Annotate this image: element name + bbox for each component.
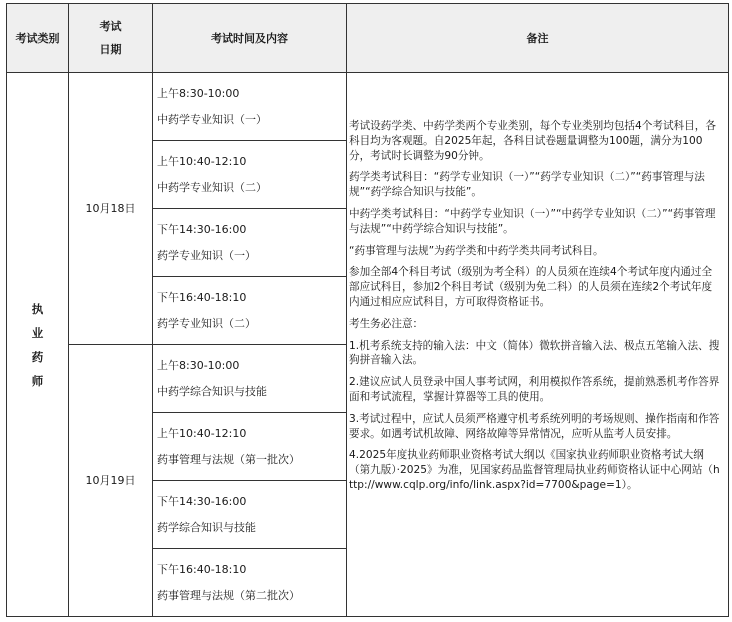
header-date-line1: 考试 xyxy=(99,20,122,33)
category-char: 药 xyxy=(31,349,44,364)
session-time: 下午14:30-16:00 xyxy=(157,223,247,236)
category-char: 师 xyxy=(31,373,44,388)
header-category: 考试类别 xyxy=(7,4,69,73)
session-subject: 药事管理与法规（第一批次） xyxy=(157,453,300,466)
session-cell xyxy=(153,345,347,413)
session-time: 下午16:40-18:10 xyxy=(157,563,247,576)
session-cell xyxy=(153,481,347,549)
header-time-content: 考试时间及内容 xyxy=(153,4,347,73)
date-cell: 10月18日 xyxy=(69,73,153,345)
remark-paragraph: 3.考试过程中，应试人员须严格遵守机考系统列明的考场规则、操作指南和作答要求。如遇考试机故障、网络故障等异常情况，应听从监考人员安排。 xyxy=(349,412,720,440)
session-subject: 药学专业知识（一） xyxy=(157,249,256,262)
session-time: 上午10:40-12:10 xyxy=(157,155,247,168)
session-subject: 中药学综合知识与技能 xyxy=(157,385,267,398)
exam-schedule xyxy=(6,3,728,615)
session-cell xyxy=(153,73,347,141)
date-cell: 10月19日 xyxy=(69,345,153,617)
remark-paragraph: 参加全部4个科目考试（级别为考全科）的人员须在连续4个考试年度内通过全部应试科目，参加2个科目考试（级别为免二科）的人员须在连续2个考试年度内通过相应应试科目，方可取得资格证书。 xyxy=(349,266,713,308)
session-time: 上午10:40-12:10 xyxy=(157,427,247,440)
session-subject: 药学专业知识（二） xyxy=(157,317,256,330)
session-subject: 中药学专业知识（一） xyxy=(157,113,267,126)
category-char: 执 xyxy=(31,301,44,316)
session-cell xyxy=(153,413,347,481)
exam-schedule-table xyxy=(6,3,729,617)
session-subject: 中药学专业知识（二） xyxy=(157,181,267,194)
header-row xyxy=(7,4,729,73)
header-date-line2: 日期 xyxy=(99,43,122,56)
session-time: 上午8:30-10:00 xyxy=(157,87,240,100)
session-cell xyxy=(153,209,347,277)
session-cell xyxy=(153,277,347,345)
remarks-cell xyxy=(347,73,729,617)
category-cell xyxy=(7,73,69,617)
remark-paragraph: 考生务必注意： xyxy=(349,317,424,330)
remark-paragraph: 4.2025年度执业药师职业资格考试大纲以《国家执业药师职业资格考试大纲（第九版）·2025》为准，见国家药品监督管理局执业药师资格认证中心网站（http://www.cqlp.org/info/link.aspx?id=7700&page=1）。 xyxy=(349,449,720,491)
remark-paragraph: 药学类考试科目：“药学专业知识（一）”“药学专业知识（二）”“药事管理与法规”“药学综合知识与技能”。 xyxy=(349,171,705,199)
session-subject: 药事管理与法规（第二批次） xyxy=(157,589,300,602)
session-time: 下午16:40-18:10 xyxy=(157,291,247,304)
header-remarks: 备注 xyxy=(347,4,729,73)
session-cell xyxy=(153,549,347,617)
header-date xyxy=(69,4,153,73)
remark-paragraph: “药事管理与法规”为药学类和中药学类共同考试科目。 xyxy=(349,244,604,257)
session-time: 上午8:30-10:00 xyxy=(157,359,240,372)
remark-paragraph: 2.建议应试人员登录中国人事考试网，利用模拟作答系统，提前熟悉机考作答界面和考试流程，掌握计算器等工具的使用。 xyxy=(349,376,720,403)
table-row xyxy=(7,73,729,141)
session-time: 下午14:30-16:00 xyxy=(157,495,247,508)
remark-paragraph: 考试设药学类、中药学类两个专业类别，每个专业类别均包括4个考试科目，各科目均为客观题。自2025年起，各科目试卷题量调整为100题，满分为100分，考试时长调整为90分钟。 xyxy=(349,120,716,162)
remark-paragraph: 中药学类考试科目：“中药学专业知识（一）”“中药学专业知识（二）”“药事管理与法规”“中药学综合知识与技能”。 xyxy=(349,207,716,235)
session-subject: 药学综合知识与技能 xyxy=(157,521,256,534)
category-char: 业 xyxy=(31,325,44,340)
session-cell xyxy=(153,141,347,209)
remark-paragraph: 1.机考系统支持的输入法：中文（简体）微软拼音输入法、极点五笔输入法、搜狗拼音输入法。 xyxy=(349,339,720,367)
